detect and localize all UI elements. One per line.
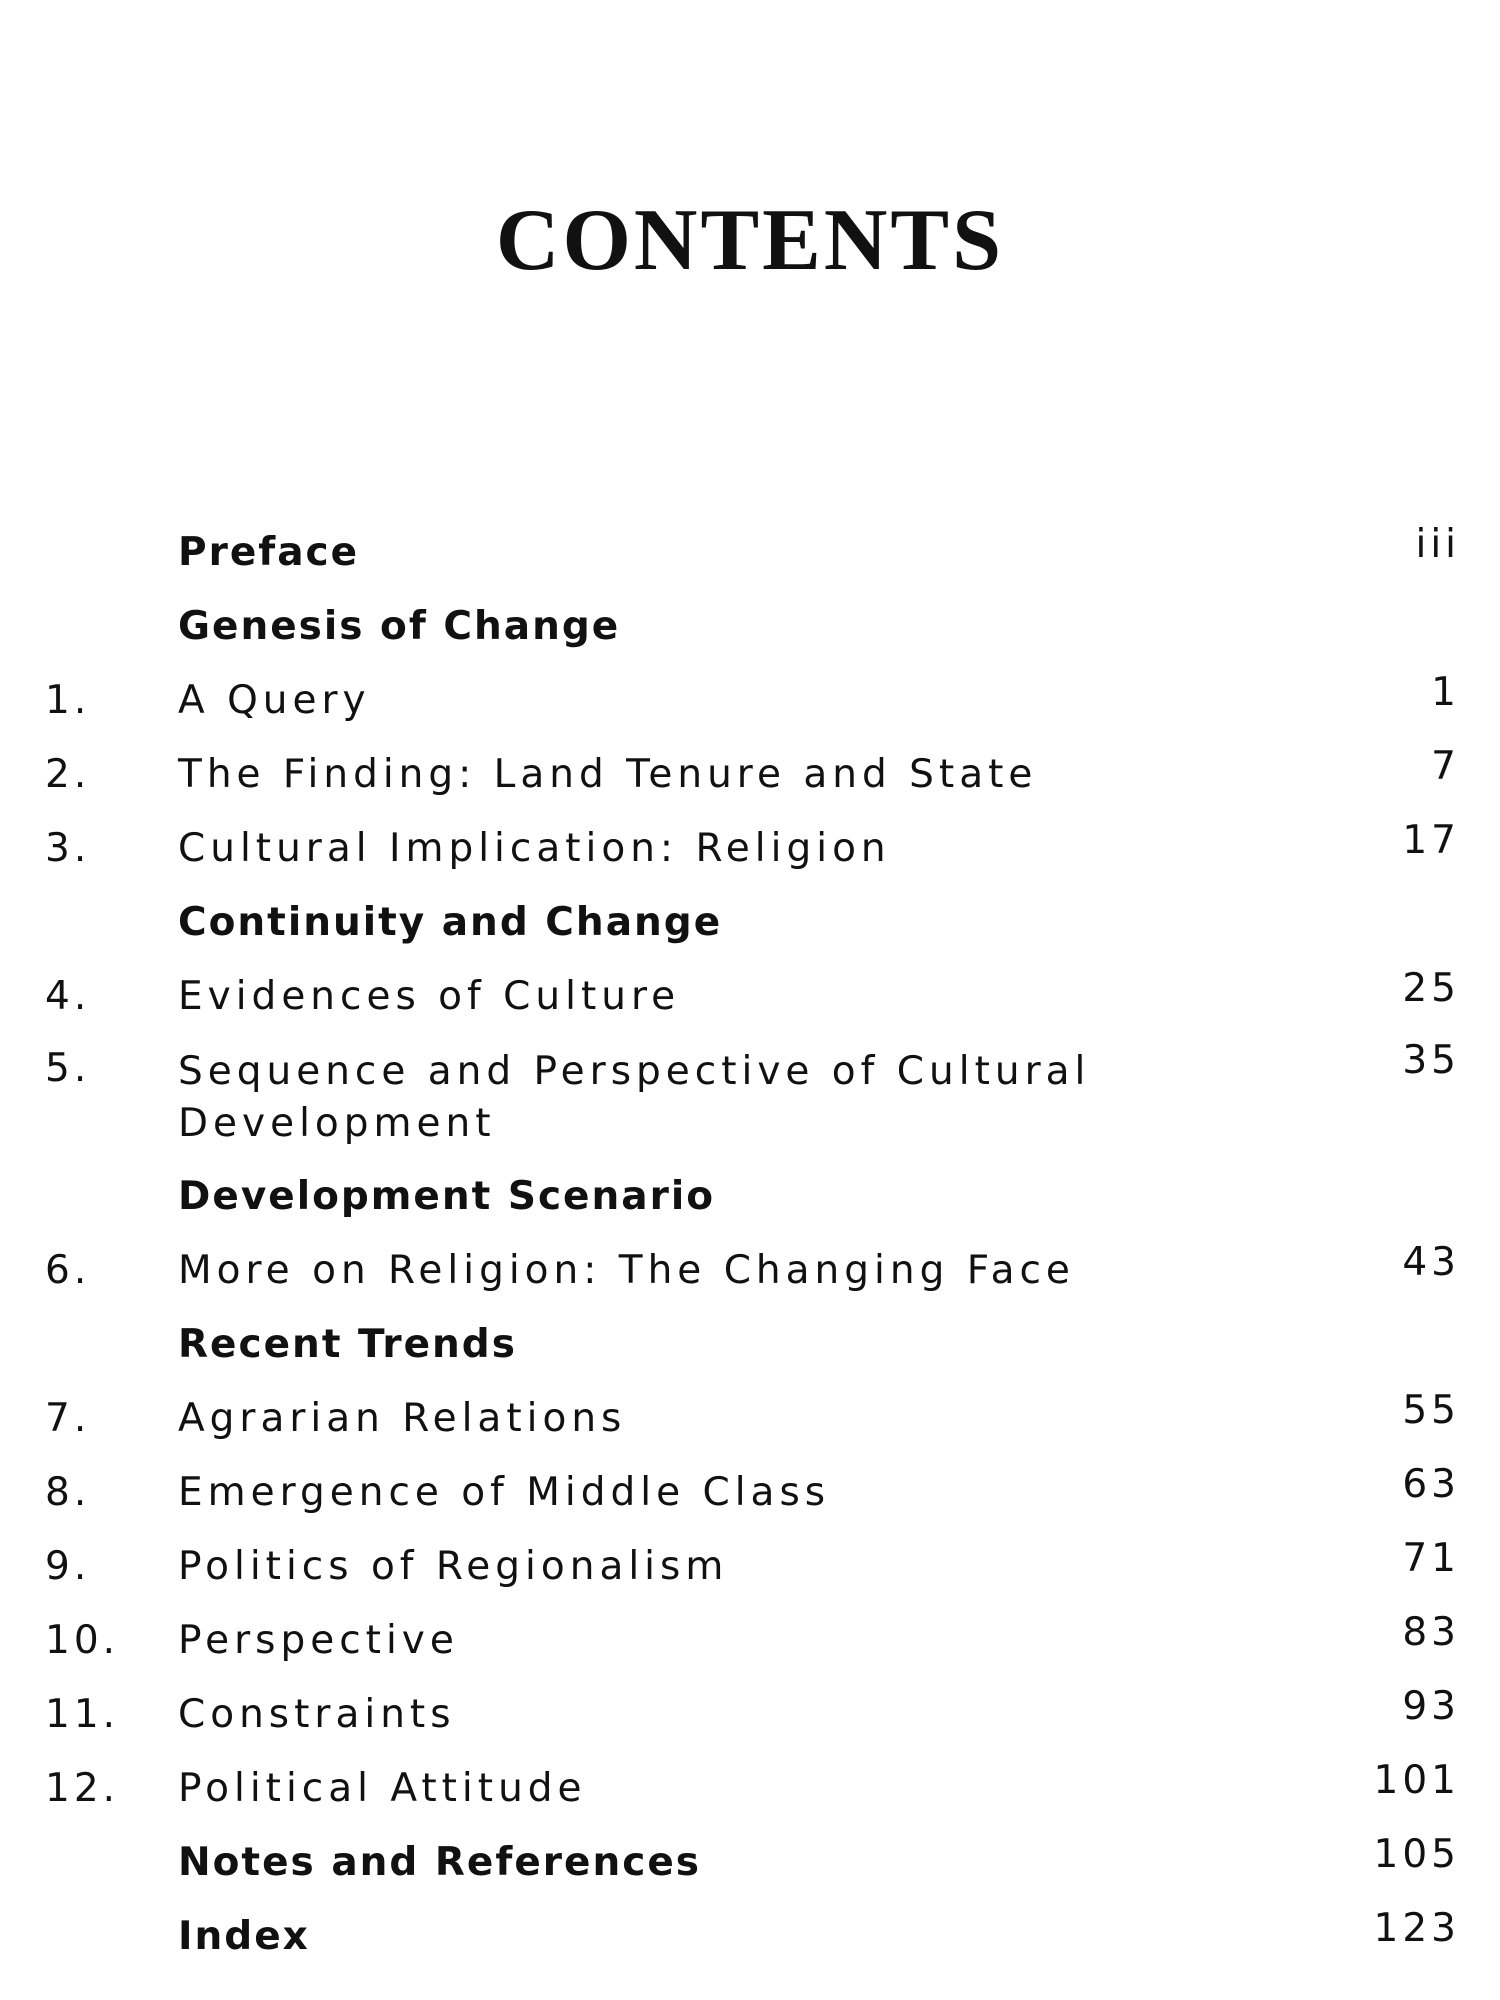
toc-label: Constraints	[178, 1692, 456, 1737]
toc-label: The Finding: Land Tenure and State	[178, 752, 1038, 797]
toc-entry[interactable]	[0, 1462, 1500, 1526]
toc-section-heading	[0, 604, 1500, 660]
toc-entry-preface[interactable]	[0, 522, 1500, 586]
toc-label: A Query	[178, 678, 371, 723]
toc-label: Preface	[178, 530, 360, 575]
toc-page-number: 93	[1402, 1684, 1460, 1729]
toc-chapter-number: 5.	[45, 1046, 91, 1091]
toc-label: Evidences of Culture	[178, 974, 681, 1019]
toc-page-number: 71	[1402, 1536, 1460, 1581]
toc-chapter-number: 1.	[45, 678, 91, 723]
toc-entry[interactable]	[0, 1240, 1500, 1304]
toc-page-number: 25	[1402, 966, 1460, 1011]
toc-label: Agrarian Relations	[178, 1396, 627, 1441]
toc-entry-index[interactable]	[0, 1906, 1500, 1970]
toc-section-heading	[0, 900, 1500, 956]
toc-page-number: 83	[1402, 1610, 1460, 1655]
toc-page-number: 43	[1402, 1240, 1460, 1285]
toc-entry[interactable]	[0, 1610, 1500, 1674]
toc-entry[interactable]	[0, 1684, 1500, 1748]
toc-page-number: 7	[1431, 744, 1460, 789]
toc-section-heading	[0, 1174, 1500, 1230]
toc-chapter-number: 6.	[45, 1248, 91, 1293]
toc-chapter-number: 3.	[45, 826, 91, 871]
toc-entry-notes[interactable]	[0, 1832, 1500, 1896]
toc-chapter-number: 11.	[45, 1692, 120, 1737]
toc-chapter-number: 12.	[45, 1766, 120, 1811]
toc-chapter-number: 4.	[45, 974, 91, 1019]
toc-entry[interactable]	[0, 1038, 1500, 1156]
toc-chapter-number: 9.	[45, 1544, 91, 1589]
toc-chapter-number: 2.	[45, 752, 91, 797]
toc-label: Political Attitude	[178, 1766, 587, 1811]
toc-section-heading	[0, 1322, 1500, 1378]
toc-label: Notes and References	[178, 1840, 702, 1885]
toc-page-number: 63	[1402, 1462, 1460, 1507]
toc-entry[interactable]	[0, 1536, 1500, 1600]
toc-label: Politics of Regionalism	[178, 1544, 729, 1589]
toc-entry[interactable]	[0, 744, 1500, 808]
toc-entry[interactable]	[0, 1758, 1500, 1822]
toc-page-number: 55	[1402, 1388, 1460, 1433]
page-title: CONTENTS	[495, 192, 1005, 289]
toc-entry[interactable]	[0, 670, 1500, 734]
toc-label: More on Religion: The Changing Face	[178, 1248, 1075, 1293]
toc-label: Development Scenario	[178, 1174, 715, 1219]
toc-label: Recent Trends	[178, 1322, 517, 1367]
toc-entry[interactable]	[0, 1388, 1500, 1452]
toc-page-number: 105	[1373, 1832, 1460, 1877]
toc-label: Sequence and Perspective of Cultural Development	[178, 1049, 1091, 1146]
toc-page-number: 123	[1373, 1906, 1460, 1951]
toc-label: Genesis of Change	[178, 604, 621, 649]
toc-label: Index	[178, 1914, 310, 1959]
toc-entry[interactable]	[0, 818, 1500, 882]
toc-chapter-number: 7.	[45, 1396, 91, 1441]
toc-page-number: 17	[1402, 818, 1460, 863]
toc-chapter-number: 8.	[45, 1470, 91, 1515]
toc-chapter-number: 10.	[45, 1618, 120, 1663]
toc-label: Emergence of Middle Class	[178, 1470, 831, 1515]
toc-page-number: 35	[1402, 1038, 1460, 1083]
toc-label: Cultural Implication: Religion	[178, 826, 891, 871]
toc-page-number: 101	[1373, 1758, 1460, 1803]
toc-entry[interactable]	[0, 966, 1500, 1030]
toc-label: Perspective	[178, 1618, 459, 1663]
toc-page-number: 1	[1431, 670, 1460, 715]
toc-page-number: iii	[1415, 522, 1460, 567]
toc-label: Continuity and Change	[178, 900, 723, 945]
